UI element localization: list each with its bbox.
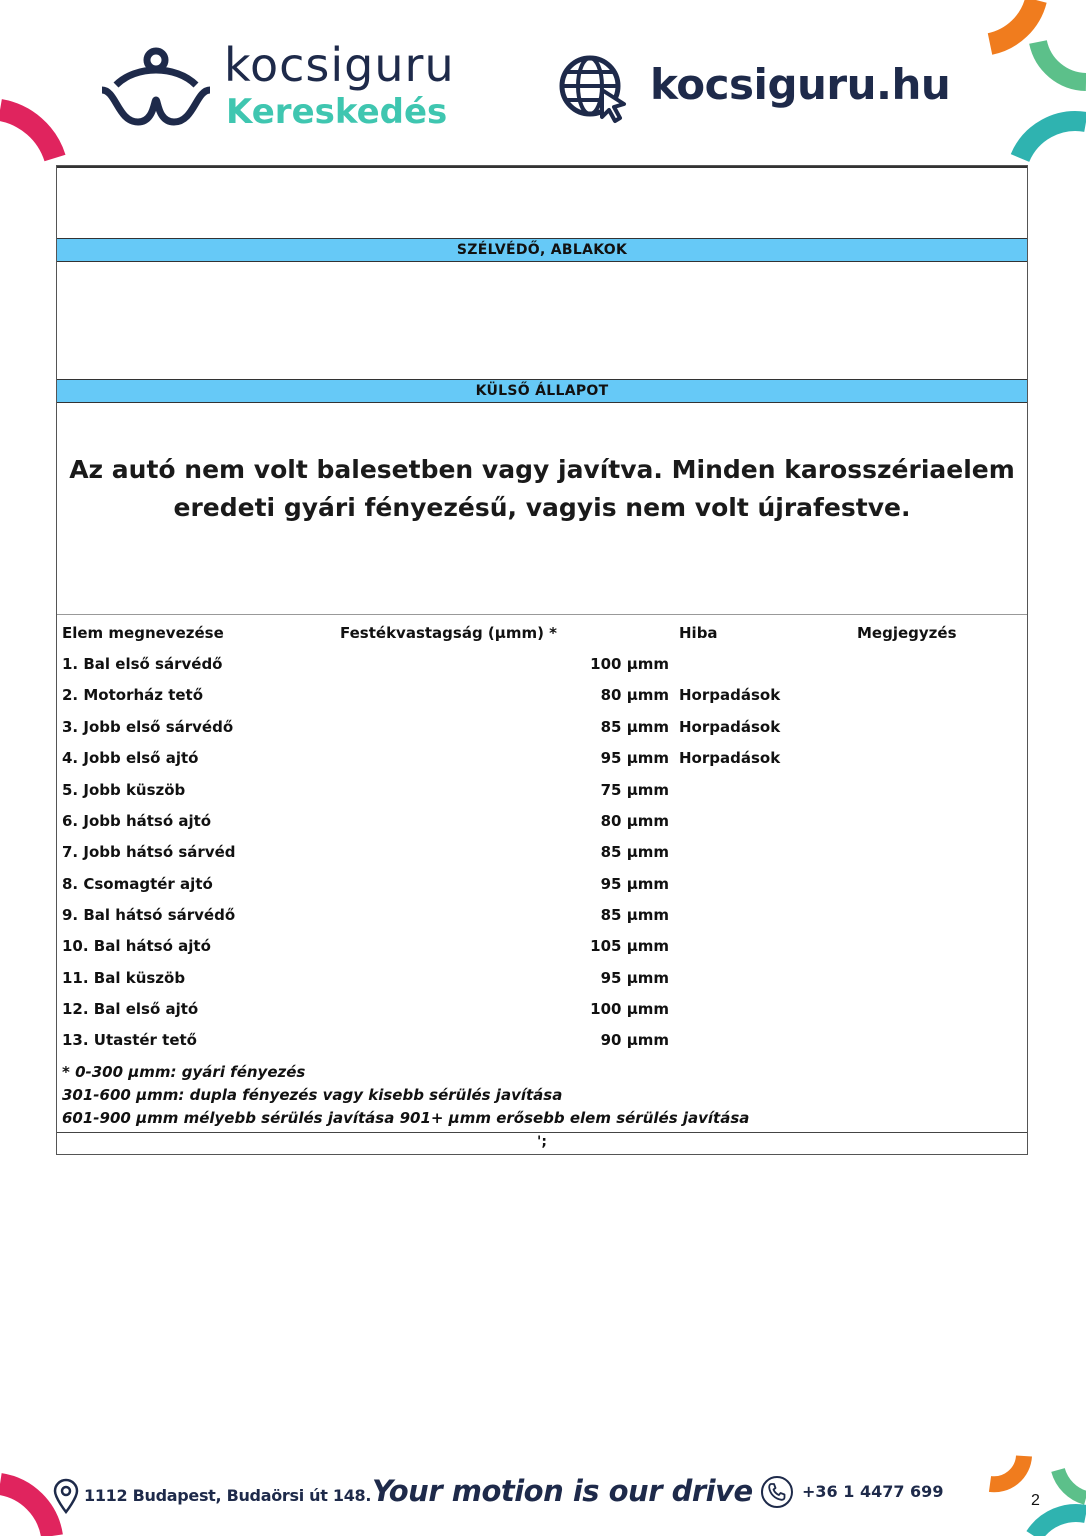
table-row-name: 10. Bal hátsó ajtó bbox=[62, 937, 211, 955]
table-row-thickness: 95 µmm bbox=[600, 969, 669, 987]
table-row-name: 4. Jobb első ajtó bbox=[62, 749, 199, 767]
table-row-thickness: 80 µmm bbox=[600, 812, 669, 830]
table-row-name: 13. Utastér tető bbox=[62, 1031, 197, 1049]
logo-mark-icon bbox=[96, 40, 216, 130]
header-defect: Hiba bbox=[679, 624, 718, 642]
inspection-report bbox=[56, 165, 1028, 1155]
table-row-name: 3. Jobb első sárvédő bbox=[62, 718, 234, 736]
footnote-factory-paint: * 0-300 µmm: gyári fényezés bbox=[62, 1063, 306, 1081]
table-row-defect: Horpadások bbox=[679, 718, 781, 736]
table-row-defect: Horpadások bbox=[679, 686, 781, 704]
phone-icon bbox=[760, 1475, 794, 1509]
footer-phone[interactable]: +36 1 4477 699 bbox=[802, 1482, 944, 1501]
header-note: Megjegyzés bbox=[857, 624, 957, 642]
table-row-name: 7. Jobb hátsó sárvéd bbox=[62, 843, 236, 861]
table-row-thickness: 100 µmm bbox=[590, 1000, 669, 1018]
globe-cursor-icon bbox=[558, 54, 628, 124]
statement-line-1: Az autó nem volt balesetben vagy javítva. Minden karosszériaelem bbox=[69, 455, 1015, 484]
trailing-text: '; bbox=[537, 1134, 547, 1150]
table-row-name: 8. Csomagtér ajtó bbox=[62, 875, 213, 893]
table-row-thickness: 85 µmm bbox=[600, 906, 669, 924]
condition-statement bbox=[57, 451, 1027, 527]
table-row-name: 11. Bal küszöb bbox=[62, 969, 186, 987]
table-row-name: 2. Motorház tető bbox=[62, 686, 204, 704]
section-title-windows: SZÉLVÉDŐ, ABLAKOK bbox=[57, 238, 1027, 262]
table-row-name: 1. Bal első sárvédő bbox=[62, 655, 223, 673]
footer-address: 1112 Budapest, Budaörsi út 148. bbox=[84, 1486, 372, 1505]
table-row-name: 9. Bal hátsó sárvédő bbox=[62, 906, 236, 924]
table-row-thickness: 95 µmm bbox=[600, 875, 669, 893]
site-url[interactable]: kocsiguru.hu bbox=[650, 60, 951, 109]
table-row-thickness: 80 µmm bbox=[600, 686, 669, 704]
page-number: 2 bbox=[1031, 1492, 1040, 1509]
section-title-exterior: KÜLSŐ ÁLLAPOT bbox=[57, 379, 1027, 403]
location-pin-icon bbox=[52, 1478, 80, 1514]
table-row-thickness: 85 µmm bbox=[600, 718, 669, 736]
footer-slogan: Your motion is our drive bbox=[372, 1474, 753, 1508]
table-row-name: 5. Jobb küszöb bbox=[62, 781, 186, 799]
table-row-name: 12. Bal első ajtó bbox=[62, 1000, 199, 1018]
table-row-thickness: 90 µmm bbox=[600, 1031, 669, 1049]
footnote-double-paint: 301-600 µmm: dupla fényezés vagy kisebb sérülés javítása bbox=[62, 1086, 563, 1104]
table-row-thickness: 95 µmm bbox=[600, 749, 669, 767]
brand-name: kocsiguru bbox=[224, 38, 455, 92]
table-row-thickness: 75 µmm bbox=[600, 781, 669, 799]
table-row-name: 6. Jobb hátsó ajtó bbox=[62, 812, 212, 830]
paint-thickness-table bbox=[57, 614, 1027, 1133]
footnote-deep-repair: 601-900 µmm mélyebb sérülés javítása 901+ µmm erősebb elem sérülés javítása bbox=[62, 1109, 750, 1127]
header-paint-thickness: Festékvastagság (µmm) * bbox=[340, 624, 558, 642]
table-row-thickness: 105 µmm bbox=[590, 937, 669, 955]
brand-subtitle: Kereskedés bbox=[226, 92, 448, 132]
report-top-border bbox=[57, 166, 1027, 168]
table-row-thickness: 100 µmm bbox=[590, 655, 669, 673]
table-row-thickness: 85 µmm bbox=[600, 843, 669, 861]
statement-line-2: eredeti gyári fényezésű, vagyis nem volt újrafestve. bbox=[173, 493, 911, 522]
header-element-name: Elem megnevezése bbox=[62, 624, 224, 642]
table-row-defect: Horpadások bbox=[679, 749, 781, 767]
